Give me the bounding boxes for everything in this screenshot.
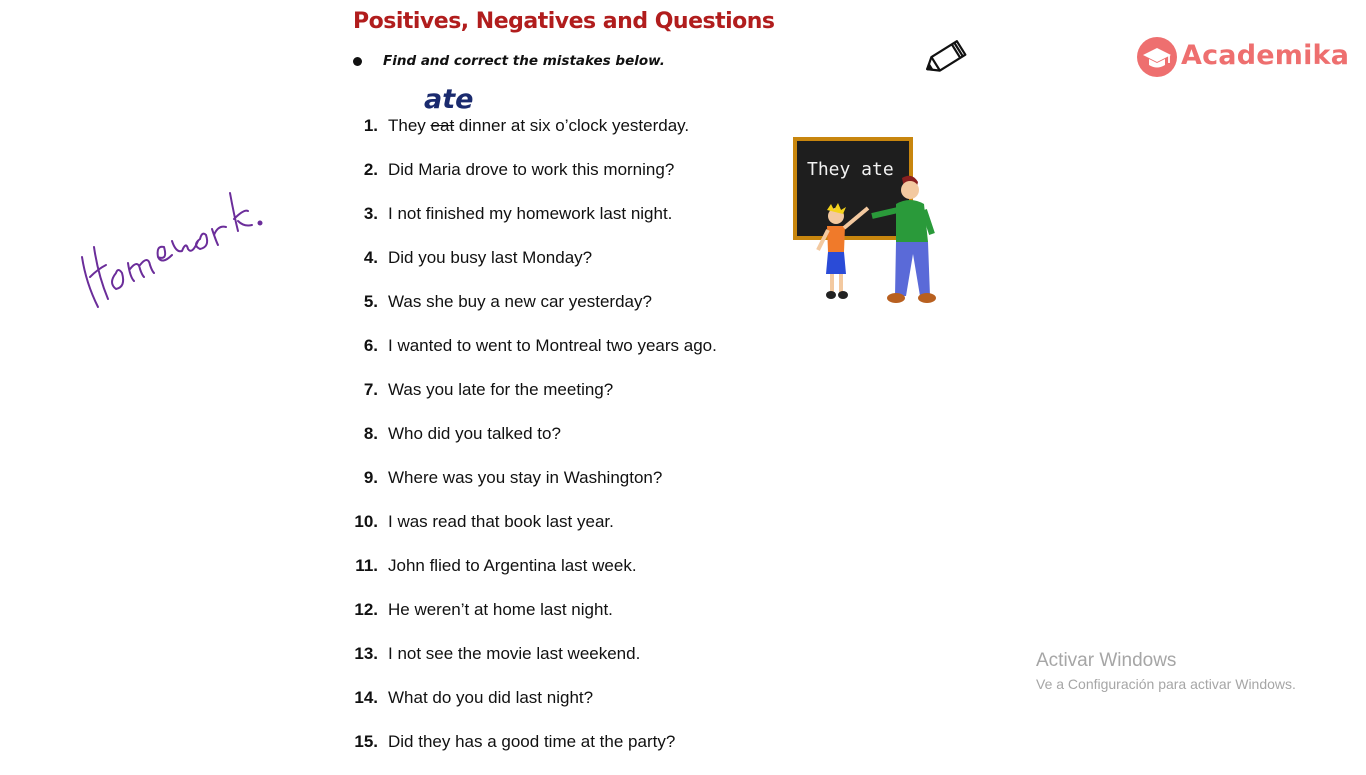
item-text: Was she buy a new car yesterday? xyxy=(388,292,652,311)
instruction-text: Find and correct the mistakes below. xyxy=(383,53,665,69)
item-number: 13. xyxy=(354,644,378,663)
item-text: Was you late for the meeting? xyxy=(388,380,614,399)
teacher-figure xyxy=(872,176,936,303)
item-text-after: dinner at six o’clock yesterday. xyxy=(454,116,690,135)
item-number: 8. xyxy=(363,424,378,443)
item-text: I not finished my homework last night. xyxy=(388,204,673,223)
handwritten-homework-note xyxy=(72,165,272,315)
item-number: 2. xyxy=(363,160,378,179)
item-number: 14. xyxy=(354,688,378,707)
item-number: 9. xyxy=(363,468,378,487)
item-text: I wanted to went to Montreal two years ago. xyxy=(388,336,717,355)
academika-logo-icon xyxy=(1136,36,1178,78)
exercise-item xyxy=(0,510,760,534)
item-number: 3. xyxy=(363,204,378,223)
item-text: I was read that book last year. xyxy=(388,512,614,531)
handwritten-correction: ate xyxy=(424,84,474,115)
exercise-item xyxy=(0,378,760,402)
teacher-and-student-figures xyxy=(800,170,950,310)
item-number: 6. xyxy=(363,336,378,355)
bullet-icon xyxy=(353,57,362,66)
exercise-item xyxy=(0,422,760,446)
item-text-before: They xyxy=(388,116,431,135)
item-text: Where was you stay in Washington? xyxy=(388,468,663,487)
item-text: Did they has a good time at the party? xyxy=(388,732,676,751)
item-text: Did Maria drove to work this morning? xyxy=(388,160,675,179)
exercise-item xyxy=(0,598,760,622)
exercise-item xyxy=(0,554,760,578)
pencil-icon xyxy=(916,36,974,80)
item-number: 5. xyxy=(363,292,378,311)
student-figure xyxy=(818,203,868,299)
item-number: 11. xyxy=(355,556,378,575)
item-text: Who did you talked to? xyxy=(388,424,561,443)
item-text: John flied to Argentina last week. xyxy=(388,556,637,575)
exercise-item xyxy=(0,686,760,710)
item-number: 10. xyxy=(354,512,378,531)
item-text: He weren’t at home last night. xyxy=(388,600,613,619)
item-text: Did you busy last Monday? xyxy=(388,248,593,267)
brand-name: Academika xyxy=(1181,40,1350,71)
worksheet-title: Positives, Negatives and Questions xyxy=(353,9,775,34)
windows-activation-title: Activar Windows xyxy=(1036,650,1177,671)
exercise-item xyxy=(0,114,760,138)
item-text: I not see the movie last weekend. xyxy=(388,644,641,663)
exercise-item xyxy=(0,334,760,358)
blackboard-text: They ate xyxy=(807,159,894,180)
item-number: 15. xyxy=(354,732,378,751)
exercise-item xyxy=(0,642,760,666)
item-text xyxy=(388,114,689,138)
item-number: 7. xyxy=(363,380,378,399)
struck-word: eat xyxy=(430,116,455,135)
item-number: 4. xyxy=(363,248,378,267)
exercise-item xyxy=(0,730,760,754)
item-number: 1. xyxy=(363,116,378,135)
windows-activation-subtitle: Ve a Configuración para activar Windows. xyxy=(1036,676,1296,692)
exercise-item xyxy=(0,466,760,490)
item-text: What do you did last night? xyxy=(388,688,594,707)
item-number: 12. xyxy=(354,600,378,619)
